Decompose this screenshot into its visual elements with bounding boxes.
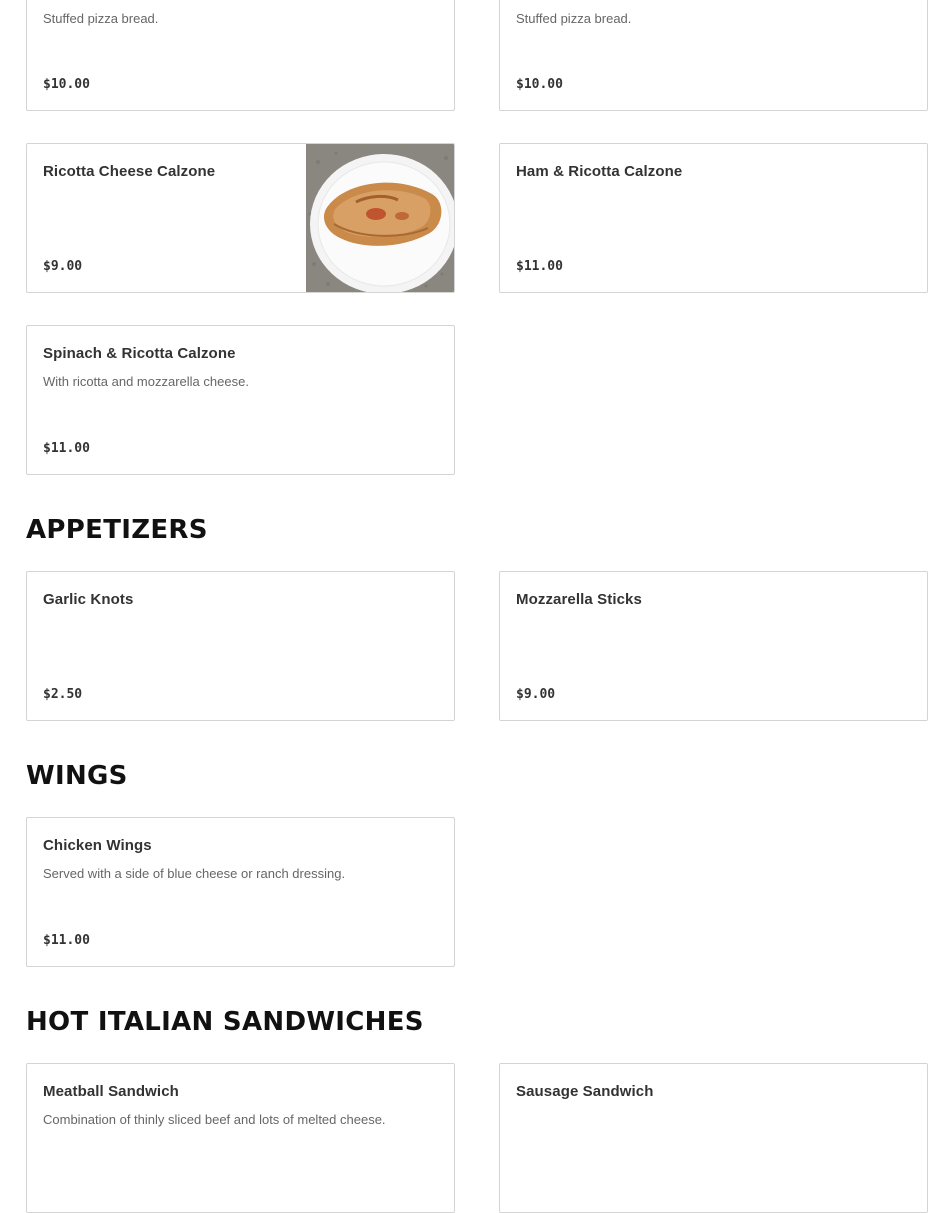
- section-heading-wings: WINGS: [26, 761, 128, 791]
- item-description: Stuffed pizza bread.: [43, 11, 159, 26]
- item-price: $9.00: [516, 687, 556, 702]
- item-description: Combination of thinly sliced beef and lots of melted cheese.: [43, 1112, 386, 1127]
- menu-item-mozzarella-sticks[interactable]: [499, 571, 928, 721]
- menu-item-ricotta-cheese-calzone[interactable]: [26, 143, 455, 293]
- menu-item-garlic-knots[interactable]: [26, 571, 455, 721]
- item-name: Sausage Sandwich: [516, 1083, 654, 1100]
- item-name: Ham & Ricotta Calzone: [516, 163, 683, 180]
- menu-item-chicken-wings[interactable]: [26, 817, 455, 967]
- section-heading-hot-italian-sandwiches: HOT ITALIAN SANDWICHES: [26, 1007, 424, 1037]
- item-name: Garlic Knots: [43, 591, 134, 608]
- item-name: Mozzarella Sticks: [516, 591, 642, 608]
- item-name: Spinach & Ricotta Calzone: [43, 345, 236, 362]
- item-description: Served with a side of blue cheese or ranch dressing.: [43, 866, 346, 881]
- item-name: Chicken Wings: [43, 837, 152, 854]
- section-heading-appetizers: APPETIZERS: [26, 515, 208, 545]
- item-price: $2.50: [43, 687, 83, 702]
- menu-item-spinach-ricotta-calzone[interactable]: [26, 325, 455, 475]
- item-name: Meatball Sandwich: [43, 1083, 179, 1100]
- calzone-photo: [306, 144, 454, 292]
- menu-item-ham-ricotta-calzone[interactable]: [499, 143, 928, 293]
- menu-item-calzone-1[interactable]: [26, 0, 455, 111]
- item-name: Ricotta Cheese Calzone: [43, 163, 216, 180]
- item-price: $9.00: [43, 259, 83, 274]
- menu-item-calzone-2[interactable]: [499, 0, 928, 111]
- item-description: With ricotta and mozzarella cheese.: [43, 374, 249, 389]
- menu-item-sausage-sandwich[interactable]: [499, 1063, 928, 1213]
- item-description: Stuffed pizza bread.: [516, 11, 632, 26]
- item-price: $10.00: [516, 77, 563, 92]
- item-price: $10.00: [43, 77, 90, 92]
- menu-item-meatball-sandwich[interactable]: [26, 1063, 455, 1213]
- item-price: $11.00: [516, 259, 563, 274]
- item-price: $11.00: [43, 441, 90, 456]
- item-price: $11.00: [43, 933, 90, 948]
